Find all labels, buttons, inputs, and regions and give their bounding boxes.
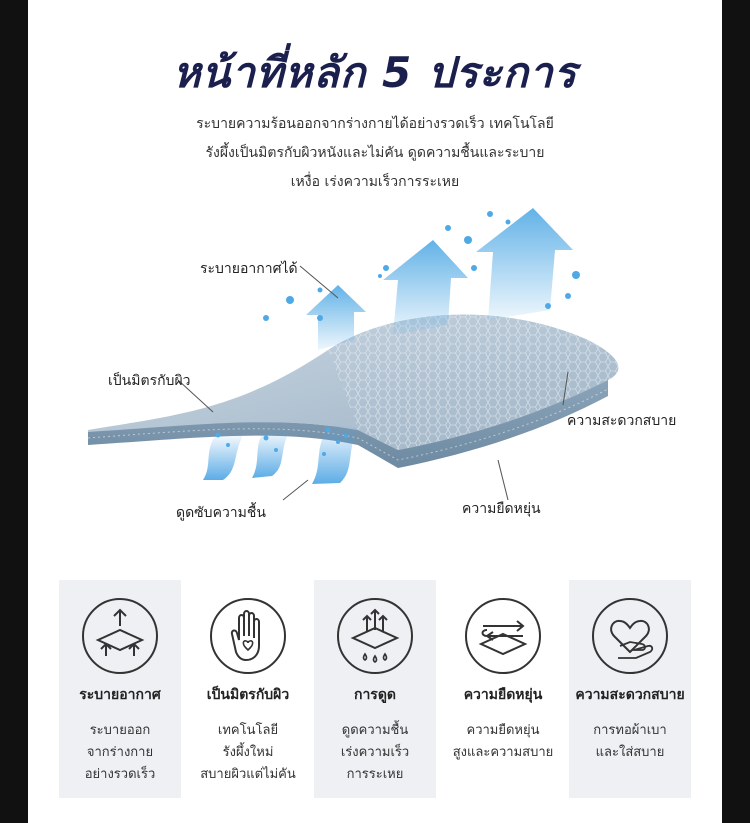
- feature-title: ความสะดวกสบาย: [575, 687, 685, 703]
- left-border: [0, 0, 28, 823]
- feature-desc-line: ดูดความชื้น: [341, 723, 409, 738]
- hand-heart-icon: [208, 596, 288, 676]
- feature-desc-line: สบายผิวแต่ไม่คัน: [200, 767, 296, 782]
- feature-title: ความยืดหยุ่น: [463, 687, 543, 703]
- feature-desc-line: และใส่สบาย: [595, 745, 665, 760]
- label-skin-friendly: เป็นมิตรกับผิว: [108, 373, 191, 389]
- feature-desc-line: การทอผ้าเบา: [593, 723, 667, 738]
- label-elastic: ความยืดหยุ่น: [462, 501, 541, 517]
- feature-card-breathable: [59, 580, 181, 798]
- page-title: หน้าที่หลัก 5 ประการ: [172, 48, 578, 97]
- feature-desc-line: เทคโนโลยี: [217, 723, 279, 738]
- subtitle-line: เหงื่อ เร่งความเร็วการระเหย: [290, 174, 460, 190]
- feature-desc: [304, 720, 446, 786]
- subtitle-line: รังผึ้งเป็นมิตรกับผิวหนังและไม่คัน ดูดความชื้นและระบาย: [205, 145, 545, 161]
- feature-desc-line: เร่งความเร็ว: [340, 745, 410, 760]
- feature-desc-line: รังผึ้งใหม่: [222, 745, 274, 760]
- feature-title: ระบายอากาศ: [79, 687, 161, 703]
- feature-desc-line: การระเหย: [346, 767, 404, 782]
- moisture-drops-icon: [335, 596, 415, 676]
- feature-desc-line: สูงและความสบาย: [452, 745, 554, 760]
- feature-desc: [49, 720, 191, 786]
- feature-card-skin: [187, 580, 309, 798]
- feature-cards: [59, 580, 691, 798]
- arrow-large: [476, 208, 573, 320]
- feature-title: การดูด: [353, 687, 397, 703]
- feature-desc-line: จากร่างกาย: [86, 745, 154, 760]
- feature-card-elastic: [442, 580, 564, 798]
- feature-card-comfort: [569, 580, 691, 798]
- feature-desc-line: ความยืดหยุ่น: [466, 723, 540, 738]
- feature-desc-line: อย่างรวดเร็ว: [84, 767, 156, 782]
- heart-hands-icon: [590, 596, 670, 676]
- label-absorb: ดูดซับความชื้น: [176, 505, 266, 521]
- label-breathable: ระบายอากาศได้: [200, 261, 298, 277]
- feature-desc: [559, 720, 701, 764]
- feature-desc: [177, 720, 319, 786]
- breathable-arrows-icon: [80, 596, 160, 676]
- right-border: [722, 0, 750, 823]
- feature-title: เป็นมิตรกับผิว: [206, 687, 290, 703]
- label-comfort: ความสะดวกสบาย: [567, 413, 677, 429]
- feature-card-absorb: [314, 580, 436, 798]
- subtitle: [140, 110, 610, 197]
- steam-plume: [203, 432, 243, 480]
- feature-desc-line: ระบายออก: [89, 723, 151, 738]
- subtitle-line: ระบายความร้อนออกจากร่างกายได้อย่างรวดเร็ว เทคโนโลยี: [196, 116, 554, 132]
- feature-desc: [432, 720, 574, 764]
- stretch-fabric-icon: [463, 596, 543, 676]
